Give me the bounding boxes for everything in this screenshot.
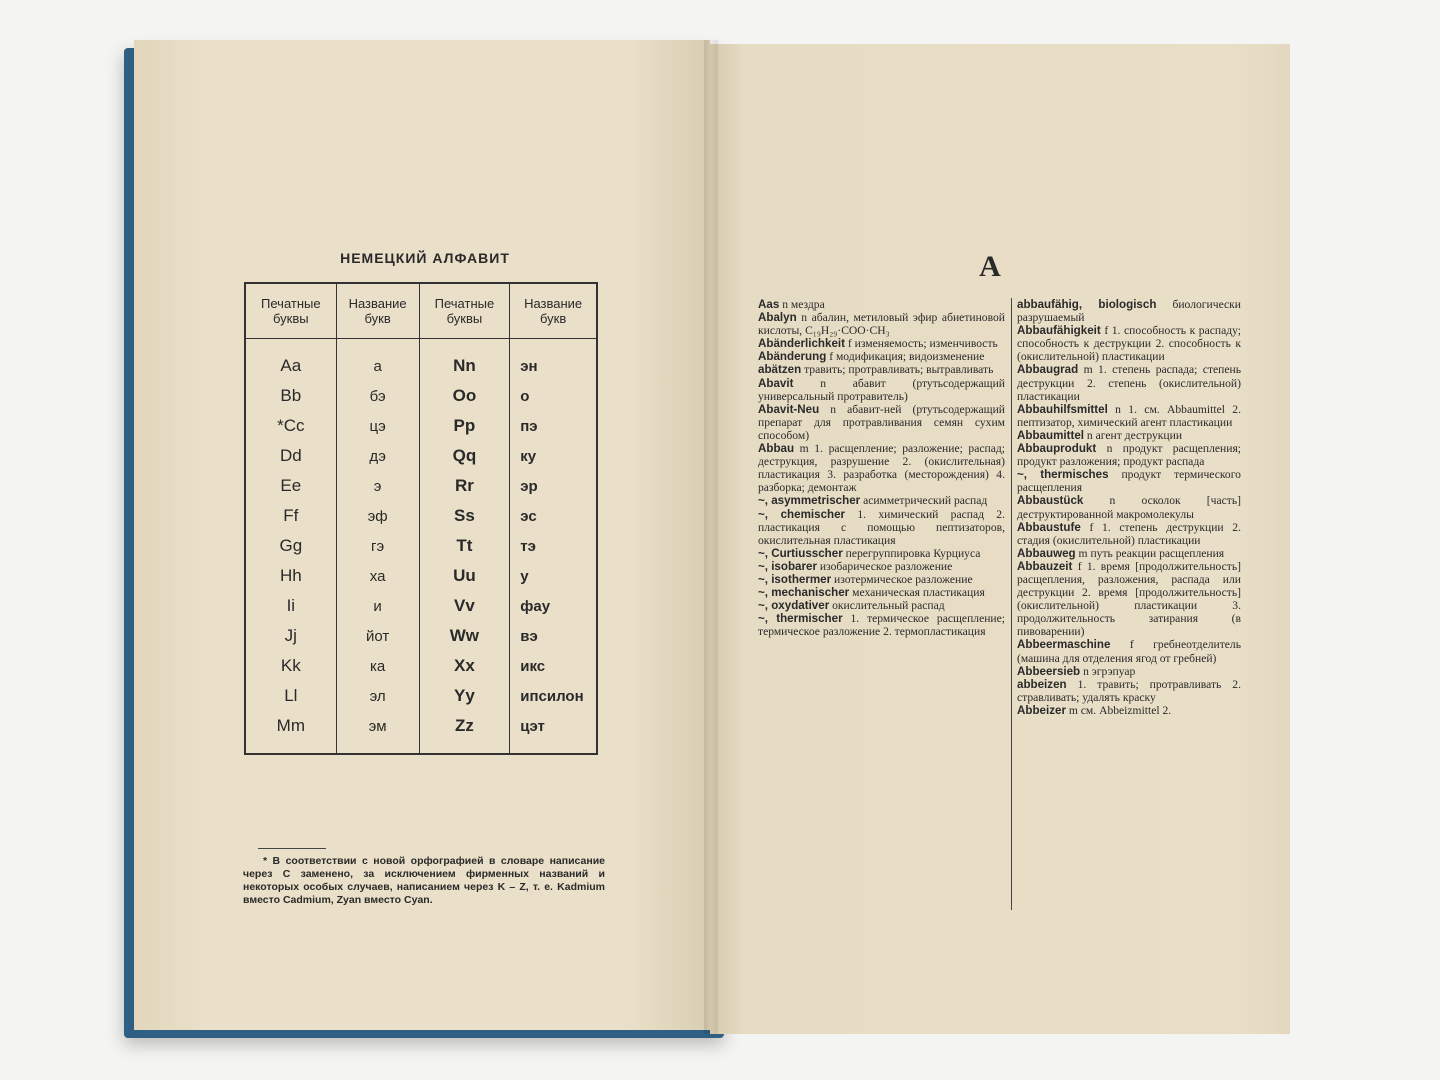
printed-letter: Pp: [419, 411, 510, 441]
entry-definition: n продукт расщепления; продукт разложения; продукт распада: [1017, 442, 1241, 469]
alphabet-row: [245, 681, 597, 711]
dictionary-entry: [758, 560, 1005, 573]
entry-definition: n осколок [часть] деструктированной макромолекулы: [1017, 494, 1241, 521]
dictionary-entry: [1017, 638, 1241, 664]
dictionary-entry: [758, 586, 1005, 599]
printed-letter: Kk: [280, 656, 301, 675]
dictionary-entry: [1017, 442, 1241, 468]
alphabet-header-row: [245, 283, 597, 339]
entry-definition: биологически разрушаемый: [1017, 298, 1241, 325]
entry-headword: ~, asymmetrischer: [758, 494, 861, 508]
printed-letter: Rr: [419, 471, 510, 501]
printed-letter: Xx: [419, 651, 510, 681]
entry-definition: f 1. время [продолжительность] расщепления, разложения, распада или деструкции 2. время [продолжительность] (окислительной) пластикации 3. продолжительность затирания (в пивоварении): [1017, 559, 1241, 639]
entry-headword: Abalyn: [758, 311, 797, 325]
dictionary-entry: [1017, 468, 1241, 494]
printed-letter: Ww: [419, 621, 510, 651]
entry-definition: n мездра: [782, 298, 825, 311]
printed-letter: Gg: [279, 536, 303, 555]
entry-headword: ~, oxydativer: [758, 599, 830, 613]
dictionary-entry: [758, 377, 1005, 403]
entry-definition: продукт термического расщепления: [1017, 468, 1241, 495]
letter-name: пэ: [510, 411, 597, 441]
entry-definition: механическая пластикация: [852, 586, 985, 600]
dictionary-entry: [1017, 521, 1241, 547]
entry-definition: m 1. степень распада; степень деструкции 2. степень (окислительной) пластикации: [1017, 363, 1241, 403]
letter-name: о: [510, 381, 597, 411]
entry-headword: abätzen: [758, 363, 802, 377]
letter-name: цэт: [510, 711, 597, 754]
entry-headword: Abavit-Neu: [758, 402, 820, 416]
alphabet-row: [245, 591, 597, 621]
entry-definition: 1. травить; протравливать 2. стравливать; удалять краску: [1017, 677, 1241, 704]
entry-definition: f 1. степень деструкции 2. стадия (окислительной) пластикации: [1017, 520, 1241, 547]
entry-definition: m 1. расщепление; разложение; распад; деструкция, разрушение 2. (окислительная) пластикация 3. разработка (месторождения) 4. разборка; демонтаж: [758, 442, 1005, 495]
alphabet-row: [245, 471, 597, 501]
alphabet-table-body: [245, 339, 597, 755]
entry-definition: окислительный распад: [832, 599, 945, 613]
entry-headword: ~, isothermer: [758, 572, 832, 586]
alphabet-row: [245, 711, 597, 754]
dictionary-entry: [1017, 704, 1241, 717]
letter-name: фау: [510, 591, 597, 621]
column-divider: [1011, 298, 1012, 910]
printed-letter: Vv: [419, 591, 510, 621]
entry-definition: f 1. способность к распаду; способность к деструкции 2. способность к (окислительной) пластикации: [1017, 324, 1241, 364]
dictionary-entry: [1017, 547, 1241, 560]
dictionary-entry: [758, 337, 1005, 350]
printed-letter: Dd: [279, 446, 302, 465]
entry-headword: Abänderlichkeit: [758, 337, 845, 351]
letter-name: ку: [510, 441, 597, 471]
entry-headword: Aas: [758, 298, 780, 311]
letter-name: гэ: [336, 531, 419, 561]
entry-definition: изотермическое разложение: [834, 572, 973, 586]
alphabet-row: [245, 411, 597, 441]
dictionary-entry: [758, 547, 1005, 560]
dictionary-entry: [758, 599, 1005, 612]
entry-headword: ~, chemischer: [758, 507, 846, 521]
book-gutter: [704, 40, 718, 1034]
printed-letter: Hh: [279, 566, 302, 585]
alphabet-row: [245, 501, 597, 531]
letter-name: ка: [336, 651, 419, 681]
letter-name: и: [336, 591, 419, 621]
entry-headword: abbaufähig, biologisch: [1017, 298, 1157, 311]
letter-name: а: [336, 339, 419, 382]
letter-name: тэ: [510, 531, 597, 561]
entry-headword: ~, Curtiusscher: [758, 546, 843, 560]
dictionary-entry: [1017, 494, 1241, 520]
entry-definition: f изменяемость; изменчивость: [847, 337, 998, 351]
letter-name: эс: [510, 501, 597, 531]
entry-definition: асимметрический распад: [863, 494, 988, 508]
printed-letter: Jj: [284, 626, 297, 645]
entry-headword: Abbauhilfsmittel: [1017, 402, 1108, 416]
alphabet-table: [244, 282, 598, 755]
entry-definition: n агент деструкции: [1086, 428, 1183, 442]
printed-letter: Aa: [280, 356, 302, 375]
printed-letter: Mm: [276, 716, 305, 735]
dictionary-column-2: [1017, 298, 1241, 717]
alphabet-row: [245, 531, 597, 561]
entry-definition: n 1. см. Abbaumittel 2. пептизатор, химический агент пластикации: [1017, 402, 1241, 429]
entry-headword: Abbauprodukt: [1017, 442, 1097, 456]
letter-name: эн: [510, 339, 597, 382]
entry-definition: 1. термическое расщепление; термическое разложение 2. термопластикация: [758, 612, 1005, 639]
letter-name: у: [510, 561, 597, 591]
dictionary-entry: [758, 573, 1005, 586]
printed-letter: Bb: [280, 386, 302, 405]
dictionary-entry: [758, 442, 1005, 494]
dictionary-entry: [1017, 298, 1241, 324]
entry-headword: Abbaufähigkeit: [1017, 324, 1101, 338]
dictionary-entry: [1017, 403, 1241, 429]
header-printed-letters: Печатные буквы: [245, 283, 336, 339]
dictionary-entry: [758, 403, 1005, 442]
printed-letter: Yy: [419, 681, 510, 711]
dictionary-entry: [1017, 678, 1241, 704]
dictionary-entry: [1017, 560, 1241, 639]
dictionary-entry: [758, 311, 1005, 337]
entry-headword: Abbaugrad: [1017, 363, 1079, 377]
letter-name: вэ: [510, 621, 597, 651]
entry-headword: Abbaustufe: [1017, 520, 1081, 534]
entry-headword: Abavit: [758, 376, 794, 390]
entry-headword: ~, thermisches: [1017, 468, 1109, 482]
entry-headword: ~, isobarer: [758, 559, 817, 573]
entry-headword: Abbaustück: [1017, 494, 1084, 508]
entry-headword: Abbaumittel: [1017, 428, 1084, 442]
printed-letter: Zz: [419, 711, 510, 754]
letter-name: э: [336, 471, 419, 501]
printed-letter: Tt: [419, 531, 510, 561]
printed-letter: Ii: [286, 596, 296, 615]
printed-letter: Uu: [419, 561, 510, 591]
entry-definition: n эгрэпуар: [1083, 664, 1136, 678]
printed-letter: Ff: [283, 506, 299, 525]
entry-headword: Abbauweg: [1017, 546, 1076, 560]
dictionary-entry: [1017, 363, 1241, 402]
dictionary-entry: [758, 350, 1005, 363]
alphabet-row: [245, 381, 597, 411]
dictionary-entry: [758, 612, 1005, 638]
printed-letter: Ee: [280, 476, 302, 495]
header-printed-letters: Печатные буквы: [419, 283, 510, 339]
letter-name: эф: [336, 501, 419, 531]
dictionary-entry: [1017, 665, 1241, 678]
letter-name: дэ: [336, 441, 419, 471]
letter-name: ха: [336, 561, 419, 591]
dictionary-entry: [758, 508, 1005, 547]
alphabet-row: [245, 561, 597, 591]
entry-headword: Abänderung: [758, 350, 827, 364]
printed-letter: *Cc: [277, 416, 305, 435]
dictionary-entry: [758, 363, 1005, 376]
letter-name: эл: [336, 681, 419, 711]
letter-name: цэ: [336, 411, 419, 441]
dictionary-entry: [758, 494, 1005, 507]
entry-headword: ~, thermischer: [758, 612, 843, 626]
entry-headword: Abbauzeit: [1017, 559, 1073, 573]
dictionary-entry: [758, 298, 1005, 311]
entry-definition: перегруппировка Курциуса: [845, 546, 981, 560]
entry-definition: m путь реакции расщепления: [1078, 546, 1225, 560]
section-letter: A: [979, 250, 1001, 283]
alphabet-row: [245, 651, 597, 681]
alphabet-row: [245, 339, 597, 382]
printed-letter: Oo: [419, 381, 510, 411]
entry-headword: abbeizen: [1017, 677, 1067, 691]
dictionary-entry: [1017, 429, 1241, 442]
entry-headword: Abbeermaschine: [1017, 638, 1111, 652]
footnote-rule: [258, 848, 326, 849]
printed-letter: Nn: [419, 339, 510, 382]
entry-headword: Abbeersieb: [1017, 664, 1081, 678]
letter-name: бэ: [336, 381, 419, 411]
alphabet-row: [245, 441, 597, 471]
entry-headword: Abbau: [758, 442, 795, 456]
entry-definition: f модификация; видоизменение: [829, 350, 985, 364]
entry-definition: f гребнеотделитель (машина для отделения ягод от гребней): [1017, 638, 1241, 665]
entry-definition: n абавит (ртутьсодержащий универсальный протравитель): [758, 376, 1005, 403]
letter-name: ипсилон: [510, 681, 597, 711]
alphabet-row: [245, 621, 597, 651]
footnote: * В соответствии с новой орфографией в словаре написание через С заменено, за исключением фирменных названий и некоторых особых случаев, написанием через K – Z, т. е. Kadmium вместо Cadmium, Zyan вместо Cyan.: [243, 855, 605, 906]
entry-definition: 1. химический распад 2. пластикация с помощью пептизаторов, окислительная пластикация: [758, 507, 1005, 547]
entry-definition: n абавит-ней (ртутьсодержащий препарат для протравливания семян сухим способом): [758, 402, 1005, 442]
letter-name: икс: [510, 651, 597, 681]
entry-headword: ~, mechanischer: [758, 586, 850, 600]
alphabet-title: НЕМЕЦКИЙ АЛФАВИТ: [340, 250, 510, 266]
entry-headword: Abbeizer: [1017, 703, 1066, 717]
printed-letter: Ss: [419, 501, 510, 531]
header-letter-name: Название букв: [510, 283, 597, 339]
dictionary-entry: [1017, 324, 1241, 363]
entry-definition: m см. Abbeizmittel 2.: [1068, 703, 1172, 717]
letter-name: йот: [336, 621, 419, 651]
printed-letter: Ll: [284, 686, 298, 705]
dictionary-column-1: [758, 298, 1005, 638]
letter-name: эр: [510, 471, 597, 501]
printed-letter: Qq: [419, 441, 510, 471]
header-letter-name: Название букв: [336, 283, 419, 339]
entry-definition: травить; протравливать; вытравливать: [804, 363, 994, 377]
entry-definition: изобарическое разложение: [819, 559, 953, 573]
letter-name: эм: [336, 711, 419, 754]
entry-definition: n абалин, метиловый эфир абиетиновой кислоты, C₁₉H₂₉·COO·CH₃: [758, 311, 1005, 338]
